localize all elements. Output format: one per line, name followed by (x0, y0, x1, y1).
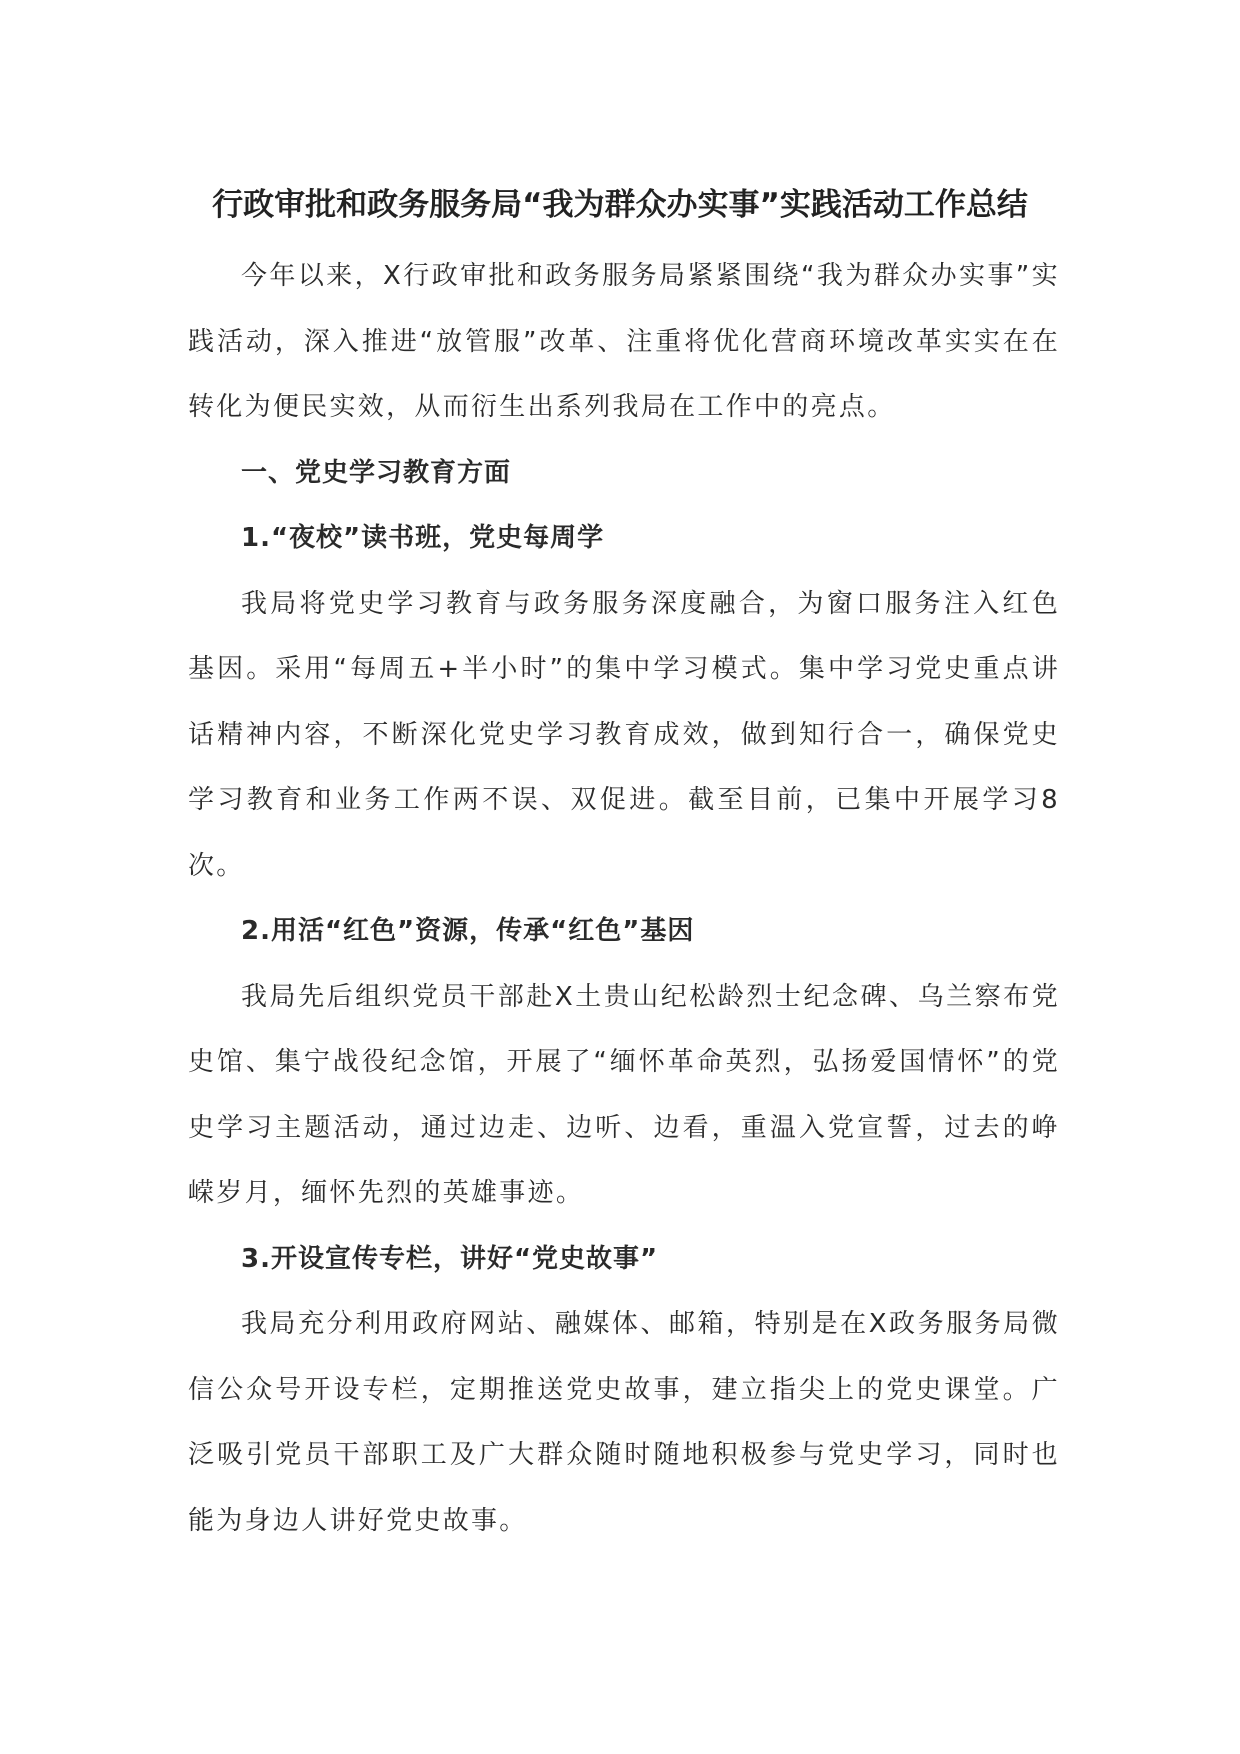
subsection-paragraph-3: 我局充分利用政府网站、融媒体、邮箱，特别是在X政务服务局微信公众号开设专栏，定期推送党史故事，建立指尖上的党史课堂。广泛吸引党员干部职工及广大群众随时随地积极参与党史学习，同时也能为身边人讲好党史故事。 (188, 1309, 1060, 1536)
document-body (188, 244, 1060, 1554)
document-title: 行政审批和政务服务局“我为群众办实事”实践活动工作总结 (212, 187, 1028, 223)
intro-paragraph: 今年以来，X行政审批和政务服务局紧紧围绕“我为群众办实事”实践活动，深入推进“放管服”改革、注重将优化营商环境改革实实在在转化为便民实效，从而衍生出系列我局在工作中的亮点。 (188, 261, 1060, 422)
subsection-heading-3: 3.开设宣传专栏，讲好“党史故事” (241, 1243, 659, 1274)
subsection-paragraph-2: 我局先后组织党员干部赴X土贵山纪松龄烈士纪念碑、乌兰察布党史馆、集宁战役纪念馆，开展了“缅怀革命英烈，弘扬爱国情怀”的党史学习主题活动，通过边走、边听、边看，重温入党宣誓，过去的峥嵘岁月，缅怀先烈的英雄事迹。 (188, 981, 1060, 1208)
subsection-paragraph-1: 我局将党史学习教育与政务服务深度融合，为窗口服务注入红色基因。采用“每周五+半小时”的集中学习模式。集中学习党史重点讲话精神内容，不断深化党史学习教育成效，做到知行合一，确保党史学习教育和业务工作两不误、双促进。截至目前，已集中开展学习8次。 (188, 588, 1060, 881)
section-heading: 一、党史学习教育方面 (241, 457, 512, 488)
subsection-heading-1: 1.“夜校”读书班，党史每周学 (241, 523, 605, 553)
subsection-heading-2: 2.用活“红色”资源，传承“红色”基因 (241, 916, 695, 946)
